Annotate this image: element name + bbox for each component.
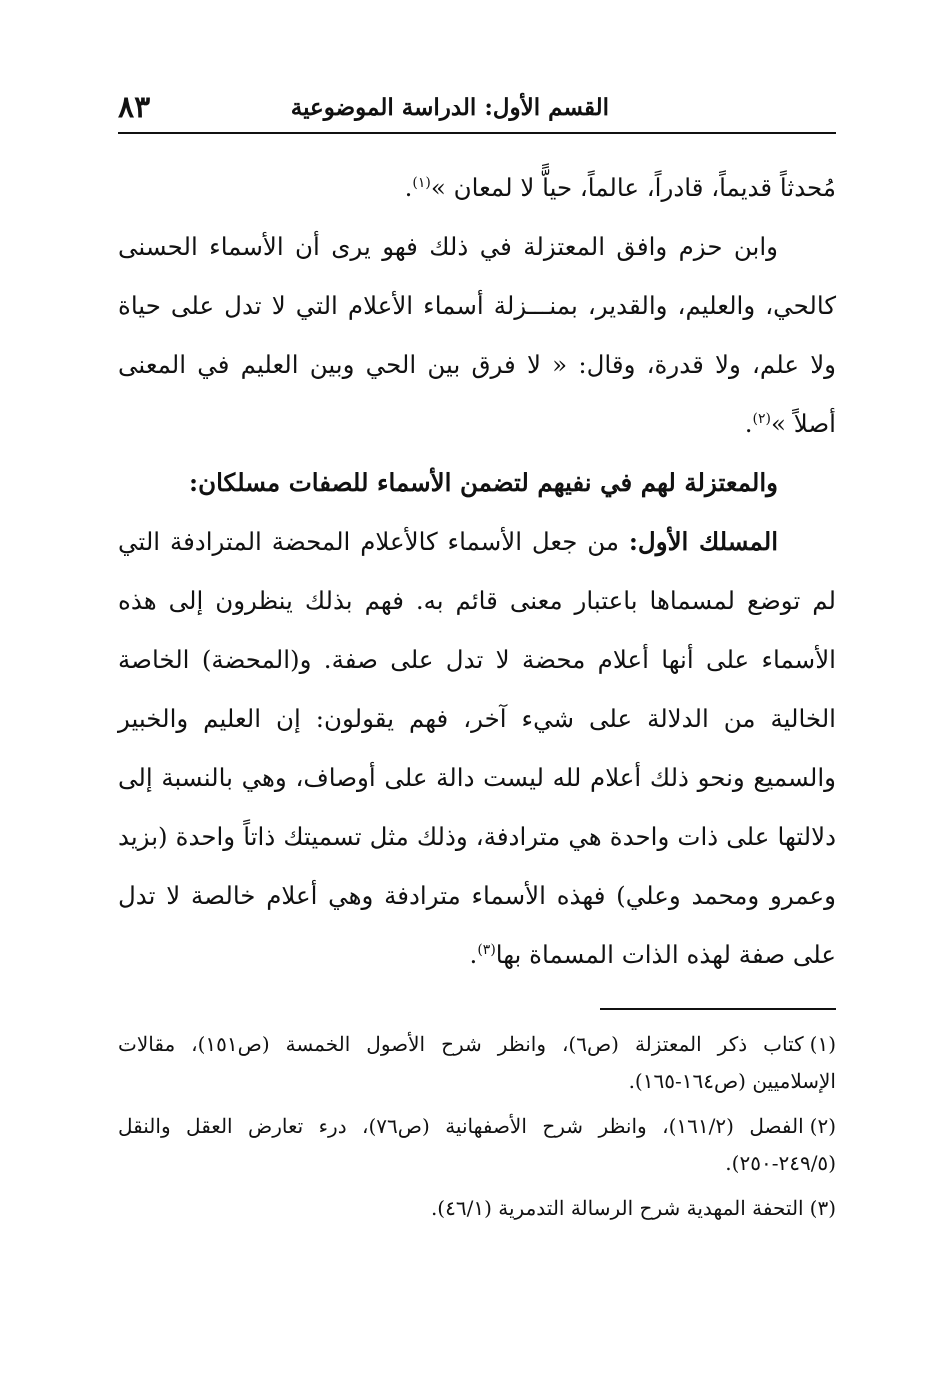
main-text bbox=[118, 158, 836, 984]
paragraph-2: وابن حزم وافق المعتزلة في ذلك فهو يرى أن الأسماء الحسنى كالحي، والعليم، والقدير، بمنـــزلة أسماء الأعلام التي لا تدل على حياة ولا علم، ولا قدرة، وقال: « لا فرق بين الحي وبين العليم في المعنى أصلاً »$^{(٢)}$. bbox=[118, 232, 836, 438]
page-header bbox=[118, 82, 836, 132]
running-head: القسم الأول: الدراسة الموضوعية bbox=[290, 94, 609, 121]
header-rule bbox=[118, 132, 836, 134]
footnote-rule bbox=[600, 1008, 836, 1010]
footnote-ref-2: (٢) bbox=[752, 410, 771, 427]
paragraph-3: المسلك الأول: من جعل الأسماء كالأعلام المحضة المترادفة التي لم توضع لمسماها باعتبار معنى قائم به. فهم بذلك ينظرون إلى هذه الأسماء على أنها أعلام محضة لا تدل على صفة. و(المحضة) الخاصة الخالية من الدلالة على شيء آخر، فهم يقولون: إن العليم والخبير والسميع ونحو ذلك أعلام لله ليست دالة على أوصاف، وهي بالنسبة إلى دلالتها على ذات واحدة هي مترادفة، وذلك مثل تسميتك ذاتاً واحدة (بزيد وعمرو ومحمد وعلي) فهذه الأسماء مترادفة وهي أعلام خالصة لا تدل على صفة لهذه الذات المسماة بها$^{(٣)}$. bbox=[118, 527, 836, 969]
footnote-ref-3: (٣) bbox=[477, 941, 496, 958]
paragraph-3-lead: المسلك الأول: bbox=[628, 527, 778, 556]
footnote-1: (١)كتاب ذكر المعتزلة (ص٦)، وانظر شرح الأصول الخمسة (ص١٥١)، مقالات الإسلاميين (ص١٦٤-١٦٥). bbox=[118, 1032, 836, 1093]
footnotes bbox=[118, 1026, 836, 1235]
page-number: ٨٣ bbox=[118, 90, 151, 125]
footnote-2: (٢)الفصل (١٦١/٢)، وانظر شرح الأصفهانية (ص٧٦)، درء تعارض العقل والنقل (٢٤٩/٥-٢٥٠). bbox=[118, 1114, 836, 1175]
section-heading: والمعتزلة لهم في نفيهم لتضمن الأسماء للصفات مسلكان: bbox=[189, 468, 778, 497]
footnote-ref-1: (١) bbox=[412, 174, 431, 191]
paragraph-1: مُحدثاً قديماً، قادراً، عالماً، حياًّ لا لمعان »$^{(١)}$. bbox=[404, 173, 836, 202]
footnote-3: (٣)التحفة المهدية شرح الرسالة التدمرية (٤٦/١). bbox=[430, 1196, 836, 1220]
